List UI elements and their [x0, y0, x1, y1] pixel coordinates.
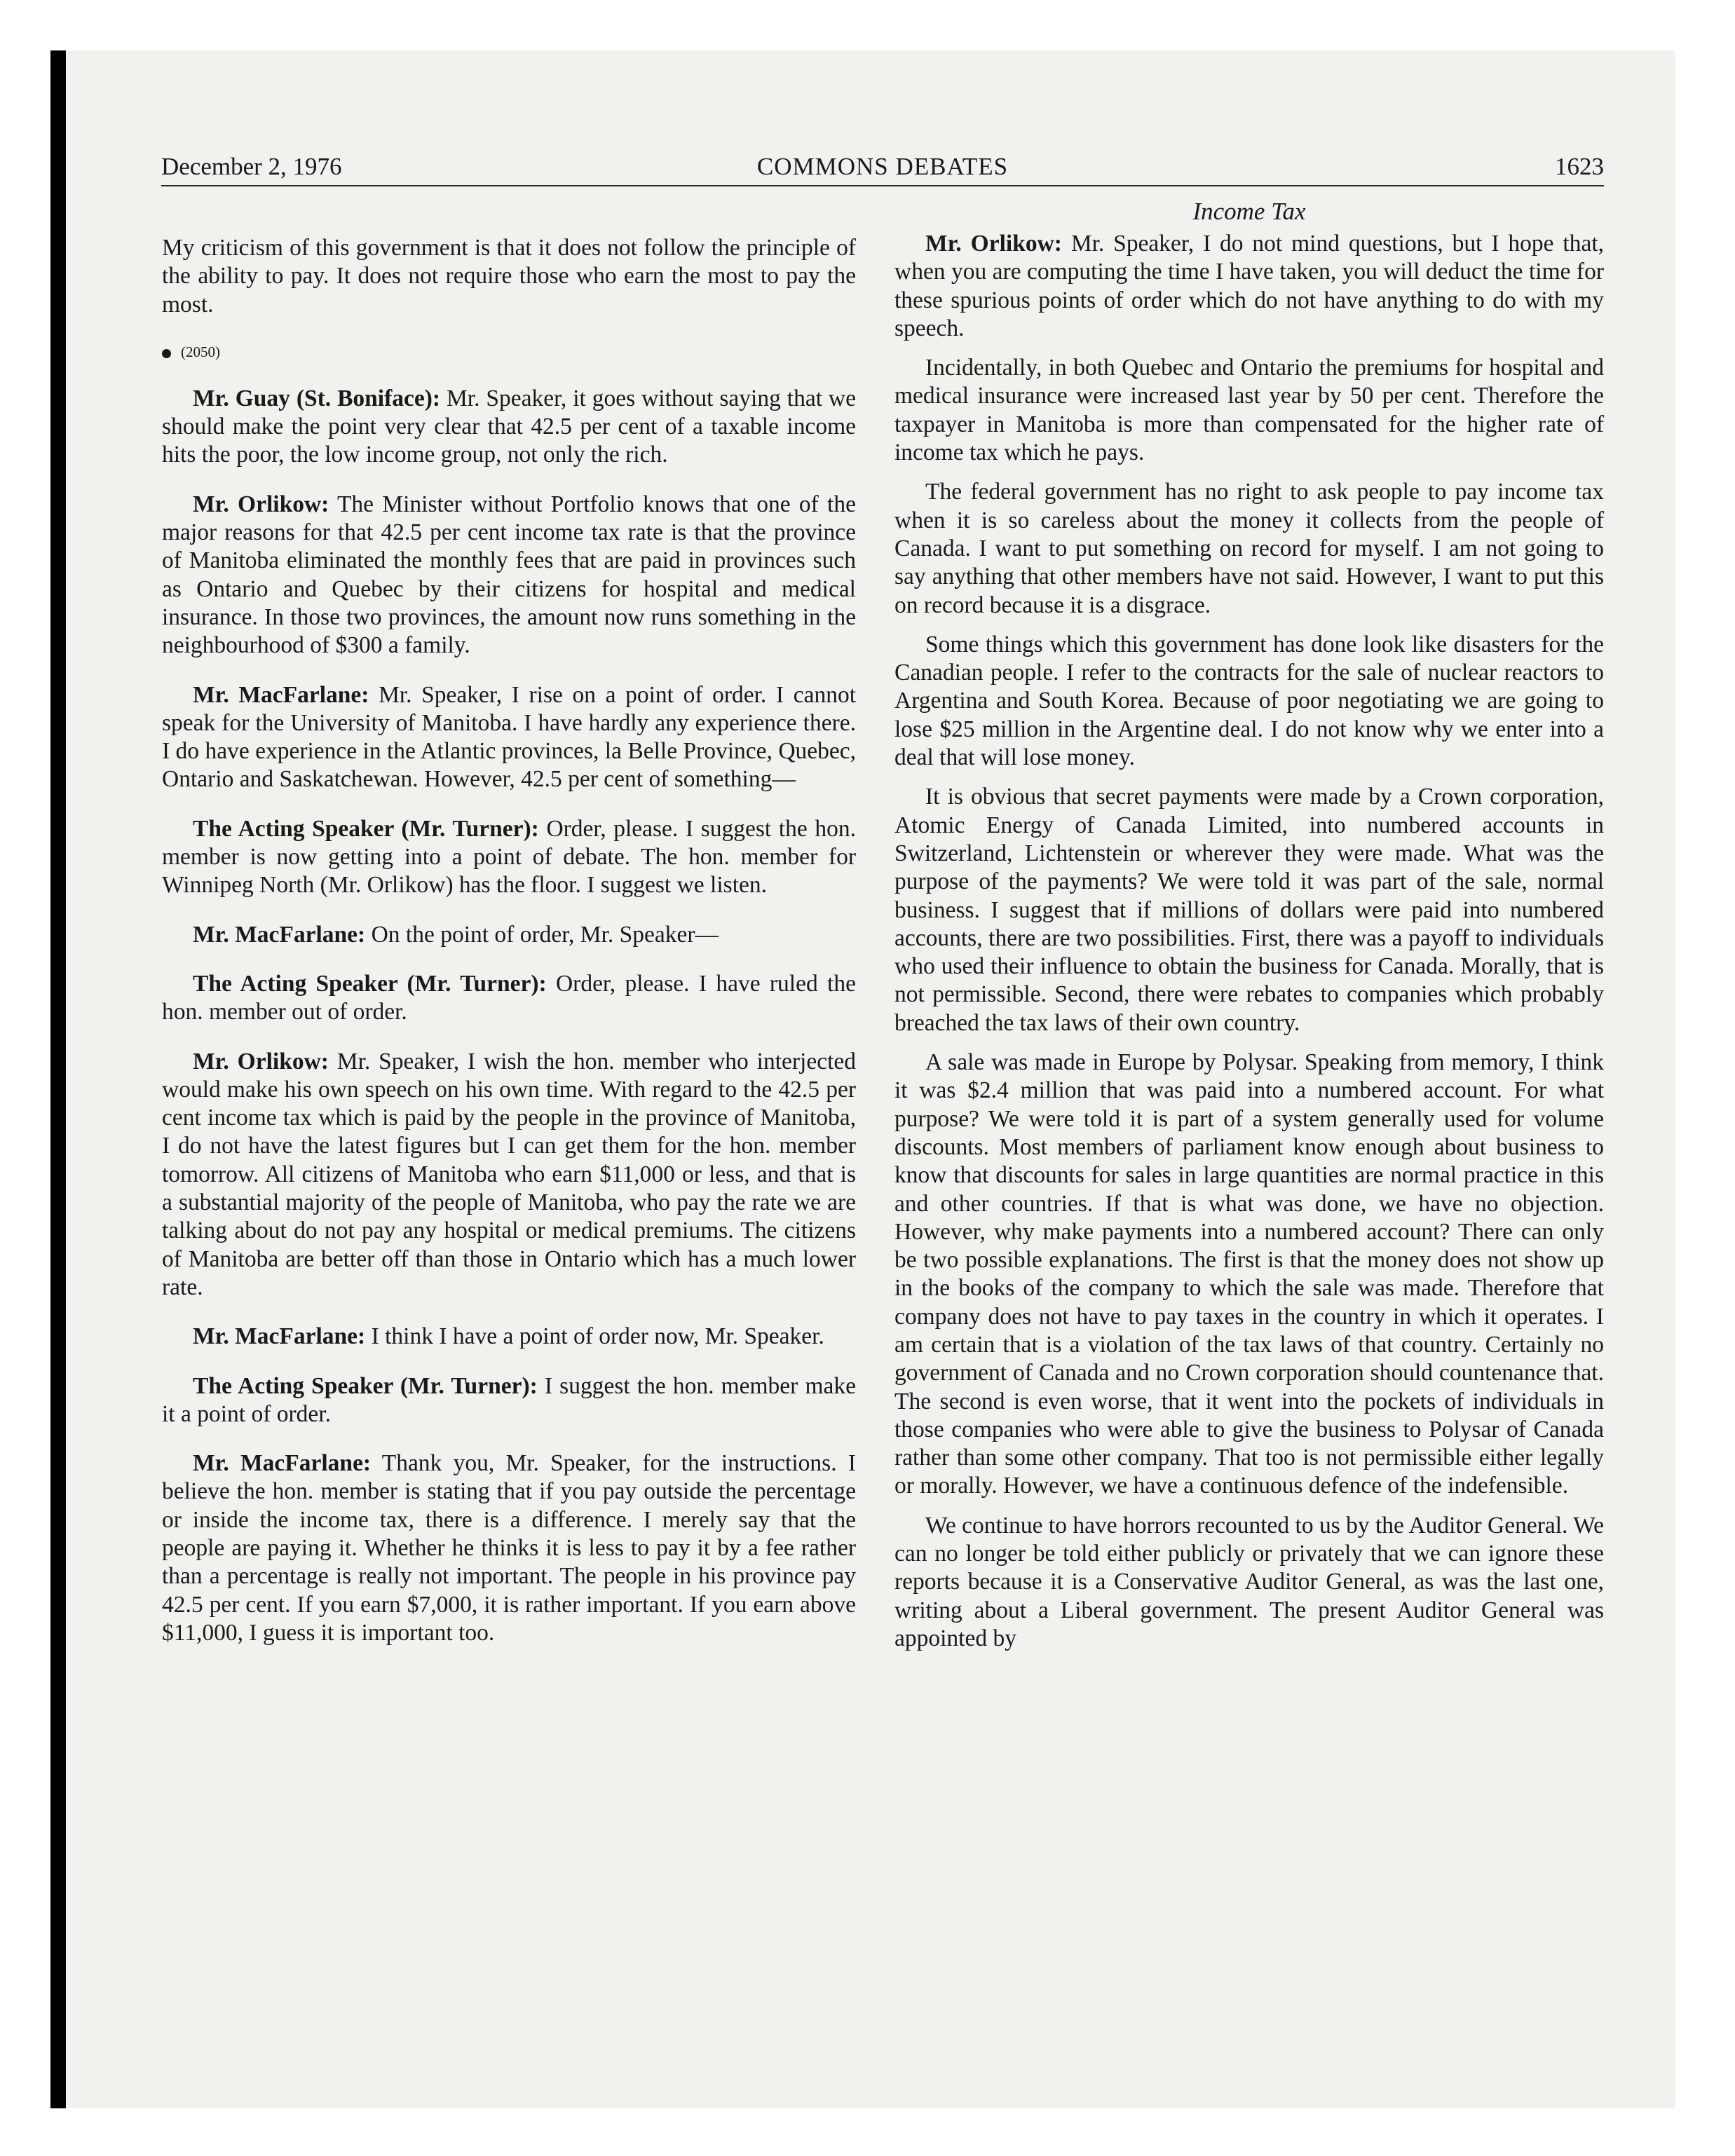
speech-text: On the point of order, Mr. Speaker—: [365, 921, 719, 948]
paragraph: [162, 970, 856, 1027]
paragraph: [162, 491, 856, 660]
time-marker-text: (2050): [181, 343, 220, 360]
page-number: 1623: [1555, 153, 1604, 180]
section-title: Income Tax: [1192, 198, 1306, 225]
speech-text: The Minister without Portfolio knows that one of the major reasons for that 42.5 per cent income tax rate is that the province of Manitoba eliminated the monthly fees that are paid in provinces such as Ontario and Quebec by their citizens for hospital and medical insurance. In those two provinces, the amount now runs something in the neighbourhood of $300 a family.: [162, 491, 856, 659]
paragraph: [162, 1449, 856, 1647]
paragraph: [162, 385, 856, 470]
speech-text: Mr. Speaker, I wish the hon. member who interjected would make his own speech on his own time. With regard to the 42.5 per cent income tax which is paid by the people in the province of Manitoba, I do not have the latest figures but I can get them for the hon. member tomorrow. All citizens of Manitoba who earn $11,000 or less, and that is a substantial majority of the people of Manitoba, who pay the rate we are talking about do not pay any hospital or medical premiums. The citizens of Manitoba are better off than those in Ontario which has a much lower rate.: [162, 1048, 857, 1300]
paragraph: [162, 815, 856, 900]
speaker-name: Mr. MacFarlane:: [193, 921, 366, 948]
bullet-icon: [162, 349, 171, 358]
scan-border: [50, 50, 66, 2108]
speaker-name: Mr. Guay (St. Boniface):: [193, 385, 441, 411]
paragraph: A sale was made in Europe by Polysar. Speaking from memory, I think it was $2.4 million that was paid into a numbered account. For what purpose? We were told it is part of a system generally used for volume discounts. Most members of parliament know enough about business to know that discounts for sales in large quantities are normal practice in this and other countries. If that is what was done, we have no objection. However, why make payments into a numbered account? There can only be two possible explanations. The first is that the money does not show up in the books of the company to which the sale was made. Therefore that company does not have to pay taxes in the country in which it operates. I am certain that is a violation of the tax laws of that country. Certainly no government of Canada and no Crown corporation should countenance that. The second is even worse, that it went into the pockets of individuals in those companies who were able to give the business to Polysar of Canada rather than some other company. That too is not permissible either legally or morally. However, we have a continuous defence of the indefensible.: [894, 1049, 1604, 1499]
speech-text: Mr. Speaker, I do not mind questions, but I hope that, when you are computing the time I have taken, you will deduct the time for these spurious points of order which do not have anything to do with my speech.: [894, 231, 1604, 341]
speech-text: I suggest the hon. member make it a point of order.: [162, 1372, 856, 1427]
speech-text: Mr. Speaker, I rise on a point of order. I cannot speak for the University of Manitoba. I have hardly any experience there. I do have experience in the Atlantic provinces, la Belle Province, Quebec, Ontario and Saskatchewan. However, 42.5 per cent of something—: [162, 681, 857, 793]
speaker-name: Mr. Orlikow:: [193, 1048, 329, 1074]
speaker-name: Mr. Orlikow:: [925, 231, 1062, 257]
header-date: December 2, 1976: [161, 153, 342, 180]
page-header: [161, 149, 1604, 186]
speaker-name: The Acting Speaker (Mr. Turner):: [193, 815, 539, 842]
paragraph: We continue to have horrors recounted to us by the Auditor General. We can no longer be told either publicly or privately that we can ignore these reports because it is a Conservative Auditor General, as was the last one, writing about a Liberal government. The present Auditor General was appointed by: [894, 1512, 1604, 1651]
paragraph: The federal government has no right to ask people to pay income tax when it is so careless about the money it collects from the people of Canada. I want to put something on record for myself. I am not going to say anything that other members have not said. However, I want to put this on record because it is a disgrace.: [894, 479, 1604, 618]
speech-text: Order, please. I have ruled the hon. member out of order.: [162, 970, 856, 1025]
paragraph: [894, 230, 1604, 343]
paragraph: [162, 921, 856, 949]
speech-text: Order, please. I suggest the hon. member is now getting into a point of debate. The hon. member for Winnipeg North (Mr. Orlikow) has the floor. I suggest we listen.: [162, 815, 856, 899]
paragraph: My criticism of this government is that it does not follow the principle of the ability to pay. It does not require those who earn the most to pay the most.: [162, 235, 856, 318]
header-title: COMMONS DEBATES: [756, 153, 1009, 180]
speaker-name: Mr. MacFarlane:: [193, 1323, 366, 1350]
paragraph: [162, 1048, 856, 1302]
paragraph: [162, 1372, 856, 1429]
paragraph: [162, 681, 856, 794]
paragraph: [162, 1323, 856, 1351]
paragraph: It is obvious that secret payments were made by a Crown corporation, Atomic Energy of Canada Limited, into numbered accounts in Switzerland, Lichtenstein or wherever they were made. What was the purpose of the payments? We were told it was part of the sale, normal business. I suggest that if millions of dollars were paid into numbered accounts, there are two possibilities. First, there was a payoff to individuals who used their influence to obtain the business for Canada. Morally, that is not permissible. Second, there were rebates to companies which probably breached the tax laws of their own country.: [894, 784, 1604, 1036]
time-marker: [162, 340, 856, 364]
speech-text: I think I have a point of order now, Mr. Speaker.: [365, 1323, 824, 1350]
paragraph: Some things which this government has done look like disasters for the Canadian people. I refer to the contracts for the sale of nuclear reactors to Argentina and South Korea. Because of poor negotiating we are going to lose $25 million in the Argentine deal. I do not know why we enter into a deal that will lose money.: [894, 631, 1604, 771]
speaker-name: Mr. MacFarlane:: [193, 1450, 372, 1477]
speaker-name: The Acting Speaker (Mr. Turner):: [193, 970, 547, 997]
speech-text: Mr. Speaker, it goes without saying that we should make the point very clear that 42.5 per cent of a taxable income hits the poor, the low income group, not only the rich.: [162, 385, 856, 468]
left-column: [162, 234, 856, 1668]
speaker-name: Mr. MacFarlane:: [193, 681, 369, 708]
speech-text: Thank you, Mr. Speaker, for the instructions. I believe the hon. member is stating that if you pay outside the percentage or inside the income tax, there is a difference. I merely say that the people are paying it. Whether he thinks it is less to pay it by a fee rather than a percentage is really not important. The people in his province pay 42.5 per cent. If you earn $7,000, it is rather important. If you earn above $11,000, I guess it is important too.: [162, 1450, 856, 1646]
speaker-name: The Acting Speaker (Mr. Turner):: [193, 1372, 538, 1399]
paragraph: Incidentally, in both Quebec and Ontario the premiums for hospital and medical insurance were increased last year by 50 per cent. Therefore the taxpayer in Manitoba is more than compensated for the higher rate of income tax which he pays.: [894, 355, 1604, 466]
speaker-name: Mr. Orlikow:: [193, 491, 329, 517]
right-column: [894, 196, 1604, 1664]
